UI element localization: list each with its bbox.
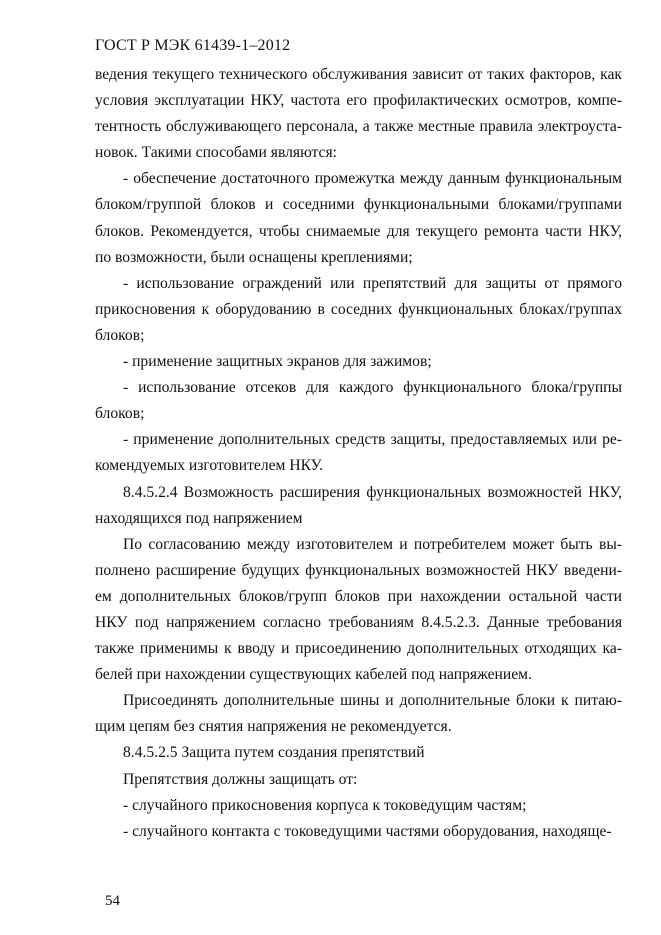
document-header: ГОСТ Р МЭК 61439-1–2012 [95, 37, 291, 54]
list-item: - случайного контакта с токоведущими частями оборудования, находяще- [123, 822, 612, 840]
list-item: - использование ограждений или препятствий для защиты от прямого прикосновения к оборудованию в соседних функциональных блоках/группах блоков; [95, 274, 622, 344]
page-number: 54 [105, 893, 120, 909]
document-body [95, 62, 622, 845]
list-item: - использование отсеков для каждого функционального блока/группы блоков; [95, 379, 622, 423]
list-item: - применение дополнительных средств защиты, предоставляемых или ре-комендуемых изготовителем НКУ. [95, 431, 622, 475]
list-item: - обеспечение достаточного промежутка между данным функциональным блоком/группой блоков и соседними функциональными блоками/группами блоков. Рекомендуется, чтобы снимаемые для текущего ремонта части НКУ, по возможности, были оснащены креплениями; [95, 170, 622, 266]
list-item: - применение защитных экранов для зажимов; [123, 353, 432, 371]
section-heading: 8.4.5.2.5 Защита путем создания препятствий [123, 744, 425, 762]
paragraph: Присоединять дополнительные шины и дополнительные блоки к питаю-щим цепям без снятия напряжения не рекомендуется. [95, 692, 622, 736]
paragraph: По согласованию между изготовителем и потребителем может быть вы-полнено расширение будущих функциональных возможностей НКУ введени-ем дополнительных блоков/групп блоков при нахождении остальной части НКУ под напряжением согласно требованиям 8.4.5.2.3. Данные требования также применимы к вводу и присоединению дополнительных отходящих ка-белей при нахождении существующих кабелей под напряжением. [95, 535, 622, 684]
section-heading: 8.4.5.2.4 Возможность расширения функциональных возможностей НКУ, находящихся под напряжением [95, 483, 622, 527]
paragraph: Препятствия должны защищать от: [123, 770, 358, 788]
list-item: - случайного прикосновения корпуса к токоведущим частям; [123, 796, 527, 814]
paragraph-continuation: ведения текущего технического обслуживания зависит от таких факторов, как условия эксплуатации НКУ, частота его профилактических осмотров, компе-тентность обслуживающего персонала, а также местные правила электроуста-новок. Такими способами являются: [95, 66, 622, 162]
